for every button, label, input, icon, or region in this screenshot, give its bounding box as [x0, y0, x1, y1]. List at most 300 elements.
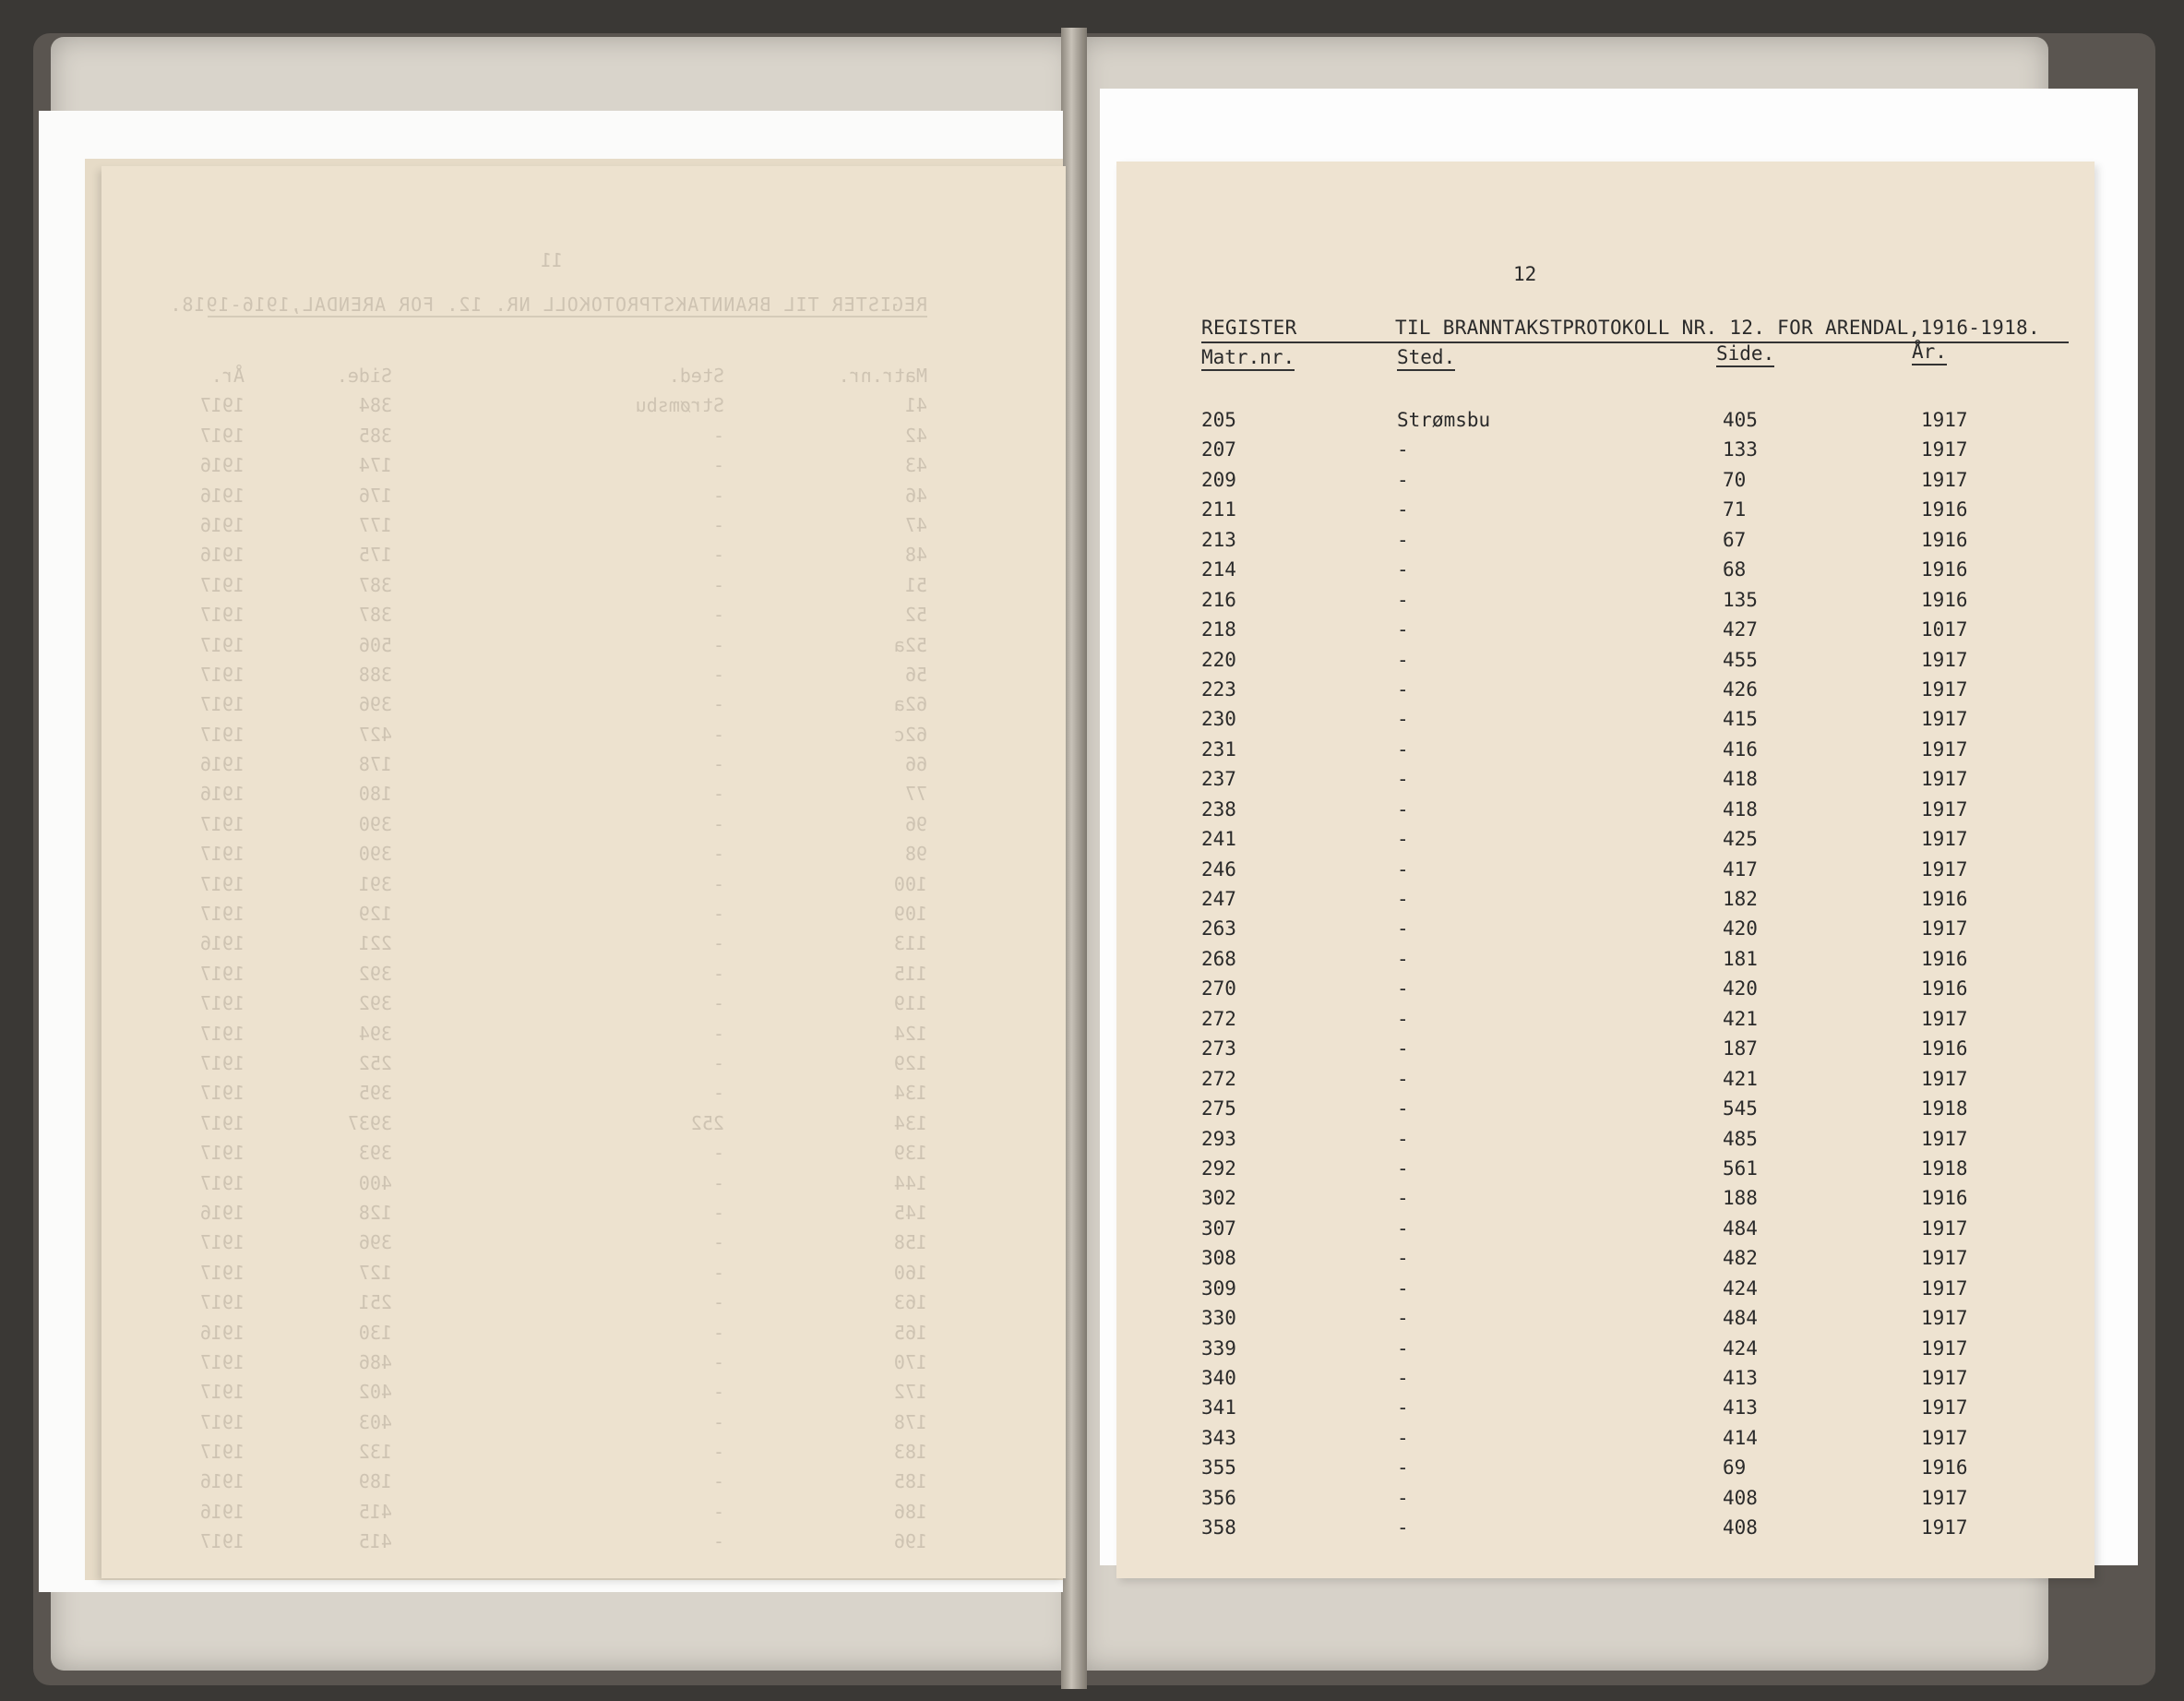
register-row [1201, 1128, 2069, 1157]
ghost-row [199, 812, 927, 843]
register-row [1201, 1456, 2069, 1486]
cell-matr: 307 [1201, 1216, 1236, 1240]
cell-matr: 272 [1201, 1067, 1236, 1090]
cell-matr: 268 [1201, 947, 1236, 970]
cell-matr: 270 [1201, 977, 1236, 1000]
header-ar: År. [1912, 341, 1947, 363]
left-header-side: Side. [336, 365, 392, 387]
ghost-row [199, 454, 927, 484]
cell-sted: - [1397, 648, 1409, 671]
cell-ar: 1917 [1921, 708, 1968, 731]
register-row [1201, 498, 2069, 528]
cell-side: 427 [1723, 618, 1758, 641]
ghost-cell-ar: 1917 [199, 633, 245, 656]
ghost-cell-sted: - [712, 573, 724, 596]
cell-matr: 309 [1201, 1276, 1236, 1300]
ghost-row [199, 1111, 927, 1142]
ghost-cell-ar: 1916 [199, 1470, 245, 1493]
cell-sted: - [1397, 1067, 1409, 1090]
cell-matr: 246 [1201, 857, 1236, 880]
ghost-cell-side: 415 [358, 1530, 392, 1553]
left-header-ar: År. [210, 365, 245, 387]
register-row [1201, 888, 2069, 917]
ghost-cell-sted: - [712, 932, 724, 955]
header-matr: Matr.nr. [1201, 346, 1295, 368]
cell-sted: - [1397, 1037, 1409, 1060]
ghost-cell-ar: 1917 [199, 903, 245, 926]
cell-sted: - [1397, 1097, 1409, 1120]
cell-side: 545 [1723, 1097, 1758, 1120]
register-row [1201, 1516, 2069, 1546]
ghost-cell-matr: 172 [893, 1381, 927, 1404]
cell-side: 418 [1723, 797, 1758, 821]
cell-ar: 1917 [1921, 1247, 1968, 1270]
cell-ar: 1917 [1921, 797, 1968, 821]
cell-side: 425 [1723, 828, 1758, 851]
cell-side: 413 [1723, 1367, 1758, 1389]
ghost-cell-matr: 185 [893, 1470, 927, 1493]
cell-ar: 1917 [1921, 438, 1968, 461]
cell-side: 420 [1723, 977, 1758, 1000]
cell-matr: 205 [1201, 409, 1236, 431]
ghost-cell-sted: - [712, 1171, 724, 1194]
register-row [1201, 768, 2069, 797]
register-row [1201, 469, 2069, 498]
cell-ar: 1916 [1921, 1187, 1968, 1210]
register-row [1201, 828, 2069, 857]
cell-sted: - [1397, 1216, 1409, 1240]
ghost-cell-side: 392 [358, 962, 392, 985]
ghost-cell-sted: - [712, 1022, 724, 1045]
ghost-cell-ar: 1917 [199, 1291, 245, 1314]
register-row [1201, 1247, 2069, 1276]
register-row [1201, 589, 2069, 618]
ghost-cell-matr: 134 [893, 1082, 927, 1105]
ghost-cell-side: 189 [358, 1470, 392, 1493]
ghost-cell-matr: 144 [893, 1171, 927, 1194]
ghost-cell-sted: - [712, 872, 724, 895]
cell-sted: - [1397, 828, 1409, 851]
register-row [1201, 1157, 2069, 1187]
ghost-row [199, 1321, 927, 1351]
ghost-cell-sted: - [712, 843, 724, 866]
ghost-cell-side: 128 [358, 1201, 392, 1224]
ghost-cell-side: 396 [358, 693, 392, 716]
left-page-number: 11 [540, 249, 563, 271]
ghost-cell-side: 392 [358, 992, 392, 1015]
ghost-row [199, 544, 927, 573]
ghost-cell-sted: - [712, 1381, 724, 1404]
ghost-cell-sted: - [712, 424, 724, 447]
register-row [1201, 529, 2069, 558]
ghost-cell-matr: 100 [893, 872, 927, 895]
ghost-cell-side: 3937 [347, 1111, 392, 1134]
cell-side: 484 [1723, 1216, 1758, 1240]
ghost-cell-sted: - [712, 1410, 724, 1433]
cell-sted: - [1397, 1396, 1409, 1419]
cell-sted: - [1397, 588, 1409, 611]
ghost-cell-sted: - [712, 723, 724, 746]
cell-ar: 1917 [1921, 1276, 1968, 1300]
ghost-cell-side: 132 [358, 1441, 392, 1464]
ghost-cell-ar: 1917 [199, 1381, 245, 1404]
left-page-header-row [208, 365, 927, 394]
ghost-row [199, 1261, 927, 1291]
header-side: Side. [1716, 342, 1774, 365]
cell-matr: 231 [1201, 737, 1236, 761]
ghost-row [199, 1142, 927, 1171]
ghost-cell-side: 415 [358, 1500, 392, 1523]
cell-side: 416 [1723, 737, 1758, 761]
cell-side: 188 [1723, 1187, 1758, 1210]
cell-ar: 1917 [1921, 1007, 1968, 1030]
cell-side: 181 [1723, 947, 1758, 970]
register-row [1201, 1008, 2069, 1037]
register-row [1201, 409, 2069, 438]
ghost-cell-side: 391 [358, 872, 392, 895]
cell-side: 187 [1723, 1037, 1758, 1060]
ghost-cell-sted: - [712, 484, 724, 507]
ghost-row [199, 693, 927, 723]
ghost-cell-ar: 1916 [199, 454, 245, 477]
ghost-cell-side: 175 [358, 544, 392, 567]
cell-ar: 1917 [1921, 1067, 1968, 1090]
cell-ar: 1917 [1921, 409, 1968, 431]
ghost-cell-side: 395 [358, 1082, 392, 1105]
cell-ar: 1917 [1921, 1396, 1968, 1419]
ghost-cell-sted: 252 [690, 1111, 724, 1134]
ghost-cell-ar: 1917 [199, 1410, 245, 1433]
cell-ar: 1917 [1921, 917, 1968, 940]
ghost-cell-sted: - [712, 1350, 724, 1373]
cell-ar: 1017 [1921, 618, 1968, 641]
cell-side: 133 [1723, 438, 1758, 461]
cell-ar: 1918 [1921, 1156, 1968, 1180]
ghost-cell-matr: 52 [904, 604, 927, 627]
ghost-cell-sted: - [712, 1231, 724, 1254]
left-page-bleedthrough [101, 166, 1066, 1578]
cell-side: 421 [1723, 1067, 1758, 1090]
ghost-cell-side: 385 [358, 424, 392, 447]
cell-matr: 302 [1201, 1187, 1236, 1210]
cell-side: 482 [1723, 1247, 1758, 1270]
ghost-cell-ar: 1917 [199, 1082, 245, 1105]
cell-matr: 211 [1201, 498, 1236, 521]
cell-sted: - [1397, 1187, 1409, 1210]
register-row [1201, 1367, 2069, 1396]
ghost-cell-sted: - [712, 544, 724, 567]
ghost-row [199, 1500, 927, 1530]
ghost-cell-matr: 77 [904, 783, 927, 806]
ghost-row [199, 1231, 927, 1261]
cell-matr: 223 [1201, 677, 1236, 701]
ghost-cell-matr: 56 [904, 663, 927, 686]
cell-side: 71 [1723, 498, 1747, 521]
cell-matr: 238 [1201, 797, 1236, 821]
ghost-cell-sted: - [712, 1201, 724, 1224]
ghost-cell-side: 390 [358, 843, 392, 866]
register-row [1201, 1307, 2069, 1336]
ghost-cell-matr: 119 [893, 992, 927, 1015]
cell-matr: 339 [1201, 1336, 1236, 1360]
cell-ar: 1916 [1921, 558, 1968, 581]
ghost-cell-side: 180 [358, 783, 392, 806]
cell-matr: 241 [1201, 828, 1236, 851]
ghost-cell-ar: 1917 [199, 1530, 245, 1553]
ghost-cell-side: 403 [358, 1410, 392, 1433]
cell-side: 68 [1723, 558, 1747, 581]
cell-sted: - [1397, 857, 1409, 880]
ghost-cell-sted: - [712, 992, 724, 1015]
ghost-cell-matr: 129 [893, 1051, 927, 1074]
ghost-cell-matr: 160 [893, 1261, 927, 1284]
cell-sted: - [1397, 618, 1409, 641]
register-row [1201, 977, 2069, 1007]
cell-side: 420 [1723, 917, 1758, 940]
ghost-row [199, 843, 927, 872]
ghost-row [199, 394, 927, 424]
ghost-cell-matr: 139 [893, 1142, 927, 1165]
ghost-cell-sted: - [712, 663, 724, 686]
ghost-row [199, 1201, 927, 1231]
ghost-cell-ar: 1917 [199, 1441, 245, 1464]
cell-sted: - [1397, 1516, 1409, 1539]
ghost-cell-ar: 1917 [199, 1051, 245, 1074]
ghost-cell-matr: 183 [893, 1441, 927, 1464]
ghost-cell-side: 384 [358, 394, 392, 417]
ghost-cell-side: 178 [358, 753, 392, 776]
ghost-row [199, 573, 927, 604]
ghost-row [199, 513, 927, 544]
ghost-cell-matr: 46 [904, 484, 927, 507]
ghost-cell-matr: 51 [904, 573, 927, 596]
ghost-row [199, 872, 927, 903]
ghost-cell-ar: 1917 [199, 872, 245, 895]
ghost-cell-side: 402 [358, 1381, 392, 1404]
cell-side: 415 [1723, 708, 1758, 731]
register-row [1201, 948, 2069, 977]
ghost-cell-matr: 52a [893, 633, 927, 656]
cell-matr: 263 [1201, 917, 1236, 940]
ghost-cell-sted: - [712, 513, 724, 536]
cell-matr: 273 [1201, 1037, 1236, 1060]
cell-matr: 343 [1201, 1426, 1236, 1449]
ghost-cell-matr: 41 [904, 394, 927, 417]
ghost-cell-matr: 47 [904, 513, 927, 536]
cell-sted: - [1397, 1336, 1409, 1360]
register-row [1201, 1097, 2069, 1127]
cell-matr: 356 [1201, 1486, 1236, 1509]
register-row [1201, 1337, 2069, 1367]
cell-sted: - [1397, 708, 1409, 731]
ghost-cell-matr: 134 [893, 1111, 927, 1134]
cell-ar: 1917 [1921, 1367, 1968, 1389]
cell-matr: 341 [1201, 1396, 1236, 1419]
ghost-cell-ar: 1917 [199, 1350, 245, 1373]
ghost-cell-sted: - [712, 633, 724, 656]
cell-side: 69 [1723, 1456, 1747, 1479]
ghost-cell-matr: 113 [893, 932, 927, 955]
cell-sted: - [1397, 677, 1409, 701]
ghost-cell-sted: - [712, 693, 724, 716]
ghost-cell-ar: 1917 [199, 1171, 245, 1194]
cell-ar: 1917 [1921, 1216, 1968, 1240]
ghost-cell-side: 388 [358, 663, 392, 686]
register-row [1201, 917, 2069, 947]
cell-matr: 293 [1201, 1127, 1236, 1150]
cell-matr: 213 [1201, 528, 1236, 551]
cell-matr: 340 [1201, 1367, 1236, 1389]
ghost-cell-matr: 170 [893, 1350, 927, 1373]
ghost-cell-side: 130 [358, 1321, 392, 1344]
ghost-cell-ar: 1916 [199, 1201, 245, 1224]
cell-matr: 308 [1201, 1247, 1236, 1270]
cell-sted: - [1397, 737, 1409, 761]
ghost-cell-ar: 1917 [199, 723, 245, 746]
ghost-row [199, 1171, 927, 1202]
ghost-cell-sted: - [712, 1470, 724, 1493]
cell-ar: 1916 [1921, 528, 1968, 551]
register-row [1201, 1427, 2069, 1456]
cell-matr: 237 [1201, 768, 1236, 791]
ghost-cell-matr: 48 [904, 544, 927, 567]
cell-side: 135 [1723, 588, 1758, 611]
ghost-cell-matr: 109 [893, 903, 927, 926]
ghost-row [199, 932, 927, 962]
register-row [1201, 678, 2069, 708]
ghost-row [199, 1291, 927, 1321]
ghost-cell-sted: - [712, 604, 724, 627]
ghost-cell-side: 486 [358, 1350, 392, 1373]
cell-sted: - [1397, 558, 1409, 581]
ghost-cell-matr: 98 [904, 843, 927, 866]
ghost-cell-side: 129 [358, 903, 392, 926]
cell-ar: 1917 [1921, 648, 1968, 671]
register-title-word: REGISTER [1201, 317, 1297, 339]
cell-side: 67 [1723, 528, 1747, 551]
ghost-cell-sted: - [712, 1261, 724, 1284]
ghost-cell-ar: 1917 [199, 992, 245, 1015]
cell-side: 424 [1723, 1336, 1758, 1360]
ghost-cell-ar: 1917 [199, 573, 245, 596]
cell-ar: 1917 [1921, 468, 1968, 491]
cell-sted: - [1397, 1426, 1409, 1449]
ghost-cell-ar: 1916 [199, 513, 245, 536]
ghost-cell-matr: 42 [904, 424, 927, 447]
ghost-cell-ar: 1917 [199, 962, 245, 985]
cell-sted: - [1397, 1486, 1409, 1509]
cell-sted: - [1397, 1367, 1409, 1389]
cell-side: 417 [1723, 857, 1758, 880]
ghost-cell-ar: 1916 [199, 544, 245, 567]
cell-sted: - [1397, 1127, 1409, 1150]
register-row [1201, 708, 2069, 737]
cell-ar: 1917 [1921, 1486, 1968, 1509]
cell-matr: 247 [1201, 888, 1236, 910]
ghost-cell-side: 394 [358, 1022, 392, 1045]
register-row [1201, 558, 2069, 588]
cell-sted: - [1397, 1307, 1409, 1330]
ghost-row [199, 633, 927, 664]
left-page-rows [199, 365, 927, 1561]
cell-side: 484 [1723, 1307, 1758, 1330]
cell-matr: 207 [1201, 438, 1236, 461]
ghost-cell-ar: 1916 [199, 1321, 245, 1344]
ghost-cell-side: 177 [358, 513, 392, 536]
ghost-cell-matr: 96 [904, 812, 927, 835]
ghost-row [199, 1350, 927, 1381]
ghost-cell-ar: 1916 [199, 753, 245, 776]
cell-ar: 1917 [1921, 1127, 1968, 1150]
cell-side: 421 [1723, 1007, 1758, 1030]
ghost-cell-side: 176 [358, 484, 392, 507]
ghost-row [199, 424, 927, 454]
cell-sted: - [1397, 1456, 1409, 1479]
ghost-cell-sted: - [712, 962, 724, 985]
register-row [1201, 618, 2069, 648]
ghost-row [199, 783, 927, 812]
cell-ar: 1916 [1921, 888, 1968, 910]
cell-ar: 1916 [1921, 588, 1968, 611]
left-page [101, 166, 1066, 1578]
cell-sted: - [1397, 1276, 1409, 1300]
ghost-cell-matr: 165 [893, 1321, 927, 1344]
ghost-cell-sted: - [712, 812, 724, 835]
register-row [1201, 1396, 2069, 1426]
right-page [1116, 162, 2094, 1578]
register-row [1201, 798, 2069, 828]
ghost-cell-matr: 145 [893, 1201, 927, 1224]
ghost-cell-matr: 124 [893, 1022, 927, 1045]
ghost-cell-sted: - [712, 783, 724, 806]
ghost-row [199, 903, 927, 932]
register-rows [1201, 409, 2069, 1547]
cell-side: 485 [1723, 1127, 1758, 1150]
cell-ar: 1917 [1921, 677, 1968, 701]
ghost-row [199, 1082, 927, 1111]
ghost-row [199, 1022, 927, 1052]
ghost-cell-side: 393 [358, 1142, 392, 1165]
left-page-title: REGISTER TIL BRANNTAKSTPROTOKOLL NR. 12. FOR ARENDAL,1916-1918. [169, 293, 927, 316]
register-title-rest: TIL BRANNTAKSTPROTOKOLL NR. 12. FOR ARENDAL,1916-1918. [1395, 317, 2040, 339]
ghost-cell-sted: - [712, 1051, 724, 1074]
ghost-cell-ar: 1917 [199, 843, 245, 866]
ghost-cell-side: 506 [358, 633, 392, 656]
cell-sted: - [1397, 917, 1409, 940]
cell-sted: - [1397, 438, 1409, 461]
ghost-cell-side: 427 [358, 723, 392, 746]
register-row [1201, 1068, 2069, 1097]
register-row [1201, 1217, 2069, 1247]
register-row [1201, 438, 2069, 468]
ghost-cell-sted: - [712, 1530, 724, 1553]
ghost-cell-ar: 1917 [199, 1111, 245, 1134]
cell-matr: 355 [1201, 1456, 1236, 1479]
cell-ar: 1918 [1921, 1097, 1968, 1120]
ghost-cell-ar: 1917 [199, 604, 245, 627]
cell-side: 405 [1723, 409, 1758, 431]
cell-side: 418 [1723, 768, 1758, 791]
register-row [1201, 1487, 2069, 1516]
cell-matr: 209 [1201, 468, 1236, 491]
cell-sted: - [1397, 1007, 1409, 1030]
cell-ar: 1917 [1921, 1516, 1968, 1539]
cell-matr: 330 [1201, 1307, 1236, 1330]
ghost-row [199, 1530, 927, 1560]
ghost-cell-matr: 62c [893, 723, 927, 746]
ghost-cell-matr: 163 [893, 1291, 927, 1314]
ghost-cell-sted: - [712, 1082, 724, 1105]
